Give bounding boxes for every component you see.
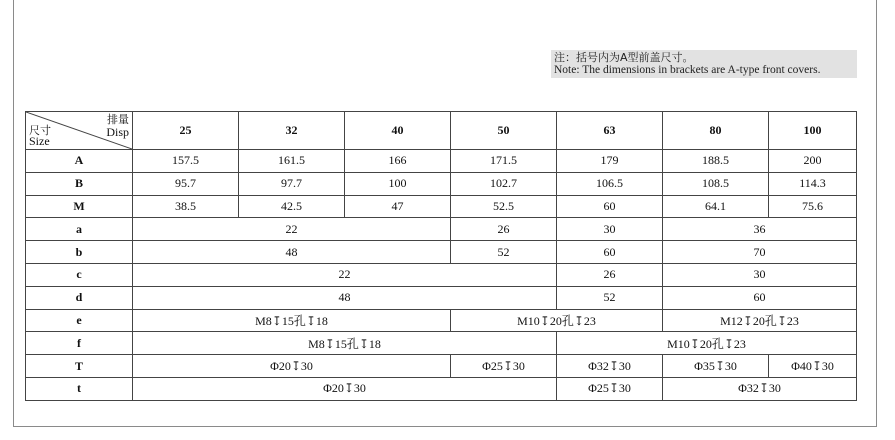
table-cell: Φ32↧30 xyxy=(557,355,663,378)
table-row-a xyxy=(26,218,857,241)
table-cell: 114.3 xyxy=(769,172,857,195)
table-cell: 22 xyxy=(133,218,451,241)
table-cell: 60 xyxy=(557,241,663,264)
table-cell: 52 xyxy=(451,241,557,264)
table-cell: 161.5 xyxy=(239,150,345,173)
table-row-b xyxy=(26,241,857,264)
table-cell: 48 xyxy=(133,286,557,309)
corner-top-label xyxy=(106,114,129,138)
table-cell: 26 xyxy=(557,263,663,286)
row-label: A xyxy=(26,150,133,173)
col-header-50: 50 xyxy=(451,112,557,150)
table-row-d xyxy=(26,286,857,309)
table-row-c xyxy=(26,263,857,286)
table-cell: 171.5 xyxy=(451,150,557,173)
table-cell: M10↧20孔↧23 xyxy=(451,309,663,332)
row-label: B xyxy=(26,172,133,195)
table-cell: 200 xyxy=(769,150,857,173)
table-row-M xyxy=(26,195,857,218)
table-cell: 42.5 xyxy=(239,195,345,218)
table-cell: 60 xyxy=(557,195,663,218)
corner-disp-cn: 排量 xyxy=(107,113,129,126)
table-cell: 100 xyxy=(345,172,451,195)
table-cell: 30 xyxy=(663,263,857,286)
table-row-B xyxy=(26,172,857,195)
table-cell: Φ20↧30 xyxy=(133,377,557,400)
table-cell: 102.7 xyxy=(451,172,557,195)
table-cell: 26 xyxy=(451,218,557,241)
table-cell: Φ35↧30 xyxy=(663,355,769,378)
table-cell: M12↧20孔↧23 xyxy=(663,309,857,332)
table-row-T xyxy=(26,355,857,378)
row-label: a xyxy=(26,218,133,241)
table-cell: M10↧20孔↧23 xyxy=(557,332,857,355)
corner-bottom-label xyxy=(29,125,51,147)
table-cell: 38.5 xyxy=(133,195,239,218)
table-row-A xyxy=(26,150,857,173)
table-cell: Φ25↧30 xyxy=(557,377,663,400)
table-cell: 179 xyxy=(557,150,663,173)
table-cell: Φ32↧30 xyxy=(663,377,857,400)
note-line-en: Note: The dimensions in brackets are A-type front covers. xyxy=(554,64,821,76)
dimension-note xyxy=(551,50,857,78)
col-header-25: 25 xyxy=(133,112,239,150)
corner-disp-en: Disp xyxy=(106,125,129,139)
table-cell: 22 xyxy=(133,263,557,286)
row-label: d xyxy=(26,286,133,309)
table-cell: 60 xyxy=(663,286,857,309)
row-label: e xyxy=(26,309,133,332)
table-cell: 157.5 xyxy=(133,150,239,173)
table-cell: Φ40↧30 xyxy=(769,355,857,378)
table-cell: 188.5 xyxy=(663,150,769,173)
table-cell: 52.5 xyxy=(451,195,557,218)
table-cell: 30 xyxy=(557,218,663,241)
col-header-32: 32 xyxy=(239,112,345,150)
row-label: T xyxy=(26,355,133,378)
row-label: M xyxy=(26,195,133,218)
row-label: c xyxy=(26,263,133,286)
corner-header-cell xyxy=(26,112,133,150)
table-row-t xyxy=(26,377,857,400)
table-cell: 75.6 xyxy=(769,195,857,218)
table-cell: 64.1 xyxy=(663,195,769,218)
table-cell: M8↧15孔↧18 xyxy=(133,309,451,332)
table-cell: Φ20↧30 xyxy=(133,355,451,378)
table-cell: 97.7 xyxy=(239,172,345,195)
table-cell: 166 xyxy=(345,150,451,173)
row-label: f xyxy=(26,332,133,355)
col-header-80: 80 xyxy=(663,112,769,150)
col-header-100: 100 xyxy=(769,112,857,150)
table-cell: Φ25↧30 xyxy=(451,355,557,378)
dimension-table xyxy=(25,111,857,401)
table-cell: 108.5 xyxy=(663,172,769,195)
table-cell: 52 xyxy=(557,286,663,309)
table-cell: 70 xyxy=(663,241,857,264)
table-cell: 106.5 xyxy=(557,172,663,195)
col-header-63: 63 xyxy=(557,112,663,150)
table-cell: 95.7 xyxy=(133,172,239,195)
note-line-cn: 注：括号内为A型前盖尺寸。 xyxy=(554,51,694,64)
corner-size-cn: 尺寸 xyxy=(29,124,51,137)
row-label: t xyxy=(26,377,133,400)
corner-size-en: Size xyxy=(29,134,50,148)
table-row-e xyxy=(26,309,857,332)
table-cell: 36 xyxy=(663,218,857,241)
table-cell: M8↧15孔↧18 xyxy=(133,332,557,355)
col-header-40: 40 xyxy=(345,112,451,150)
table-cell: 48 xyxy=(133,241,451,264)
table-cell: 47 xyxy=(345,195,451,218)
row-label: b xyxy=(26,241,133,264)
table-row-f xyxy=(26,332,857,355)
table-header-row xyxy=(26,112,857,150)
